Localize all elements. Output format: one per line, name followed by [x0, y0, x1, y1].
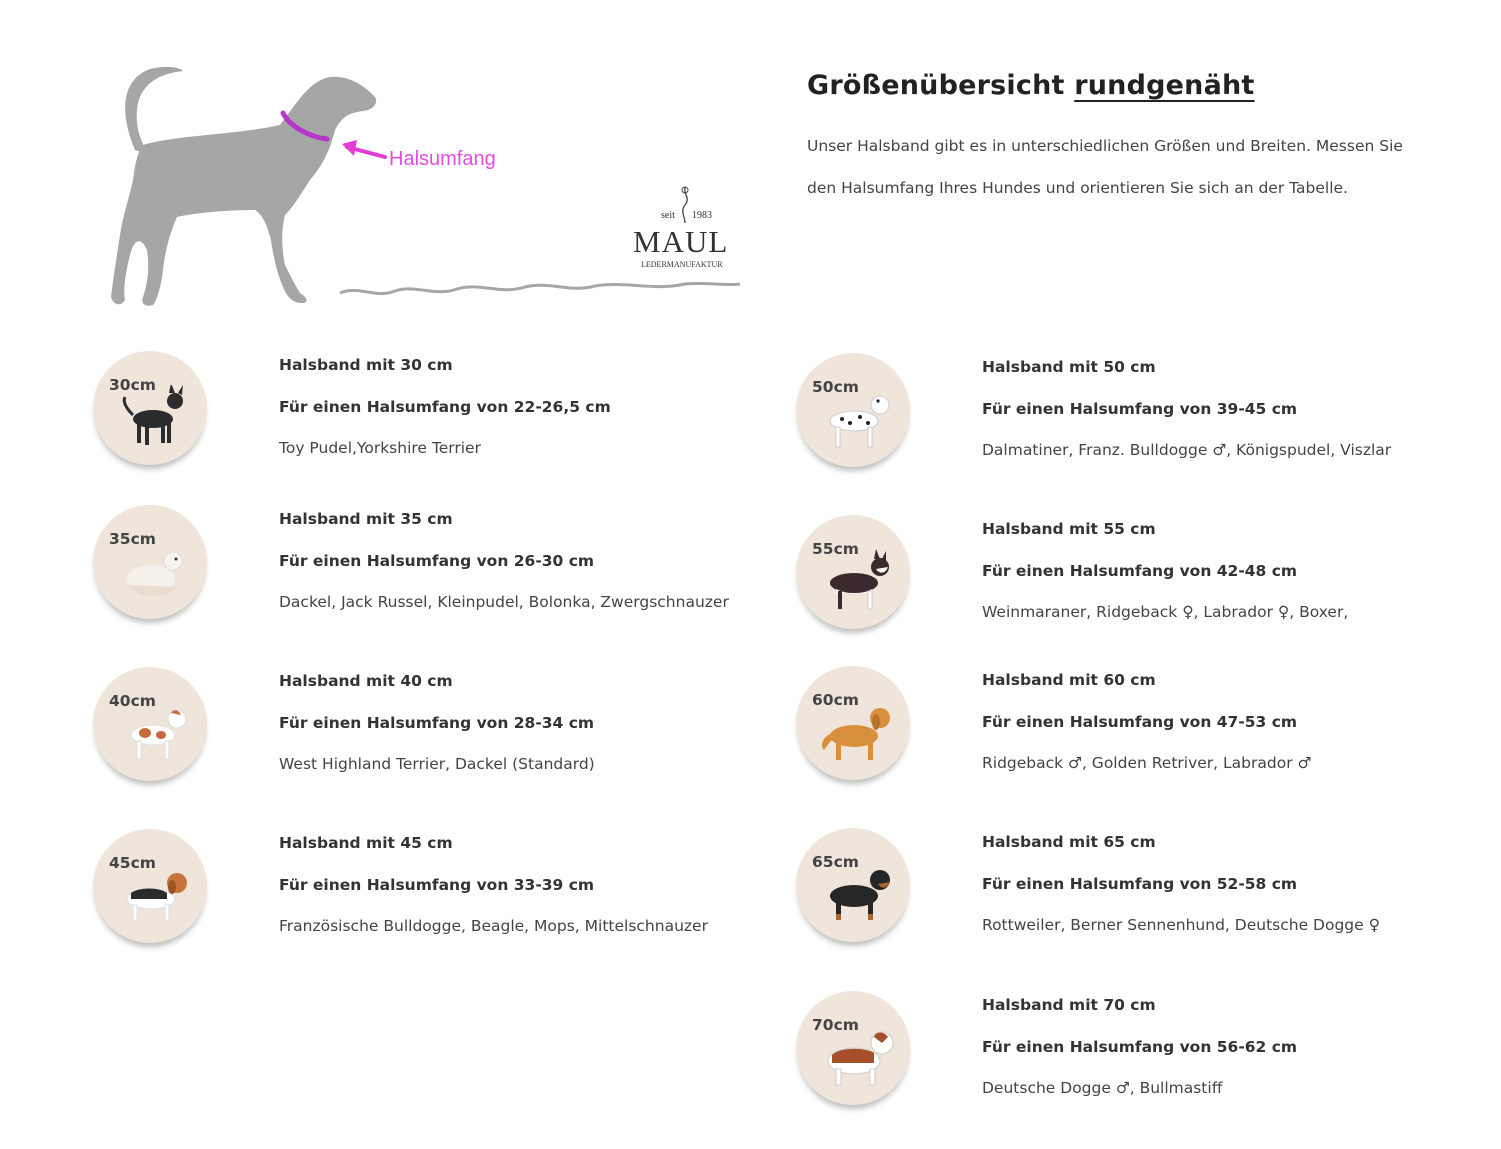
hero-illustration — [95, 55, 755, 320]
size-item-30 — [93, 351, 813, 481]
intro-section — [807, 70, 1427, 209]
size-item-50 — [796, 353, 1501, 483]
golden-retriever-icon — [818, 700, 898, 770]
size-title: Halsband mit 50 cm — [982, 358, 1156, 376]
size-badge: 45cm — [93, 829, 207, 943]
size-breeds: Deutsche Dogge ♂, Bullmastiff — [982, 1079, 1223, 1097]
size-breeds: Dalmatiner, Franz. Bulldogge ♂, Königspudel, Viszlar — [982, 441, 1392, 459]
size-range: Für einen Halsumfang von 56-62 cm — [982, 1037, 1298, 1056]
size-badge: 65cm — [796, 828, 910, 942]
size-badge: 50cm — [796, 353, 910, 467]
title-link[interactable]: rundgenäht — [1074, 70, 1255, 101]
size-badge: 35cm — [93, 505, 207, 619]
page-title: Größenübersicht rundgenäht — [807, 70, 1255, 101]
size-breeds: West Highland Terrier, Dackel (Standard) — [279, 755, 595, 773]
size-breeds: Französische Bulldogge, Beagle, Mops, Mittelschnauzer — [279, 917, 708, 935]
size-title: Halsband mit 30 cm — [279, 356, 453, 374]
size-range: Für einen Halsumfang von 47-53 cm — [982, 712, 1298, 731]
svg-text:LEDERMANUFAKTUR: LEDERMANUFAKTUR — [641, 260, 723, 269]
saint-bernard-icon — [818, 1025, 898, 1095]
size-item-35 — [93, 505, 813, 635]
size-range: Für einen Halsumfang von 33-39 cm — [279, 875, 595, 894]
size-badge: 70cm — [796, 991, 910, 1105]
size-range: Für einen Halsumfang von 28-34 cm — [279, 713, 595, 732]
size-title: Halsband mit 60 cm — [982, 671, 1156, 689]
size-range: Für einen Halsumfang von 42-48 cm — [982, 561, 1298, 580]
size-item-45 — [93, 829, 813, 959]
size-item-40 — [93, 667, 813, 797]
size-item-70 — [796, 991, 1501, 1121]
maul-logo — [633, 187, 728, 269]
size-badge: 55cm — [796, 515, 910, 629]
svg-text:MAUL: MAUL — [633, 224, 729, 259]
husky-icon — [818, 549, 898, 619]
chihuahua-icon — [115, 385, 195, 455]
size-badge: 40cm — [93, 667, 207, 781]
size-item-65 — [796, 828, 1501, 958]
size-breeds: Weinmaraner, Ridgeback ♀, Labrador ♀, Boxer, — [982, 603, 1349, 621]
size-item-55 — [796, 515, 1501, 645]
svg-text:1983: 1983 — [692, 210, 712, 221]
svg-text:seit: seit — [661, 210, 675, 221]
size-title: Halsband mit 35 cm — [279, 510, 453, 528]
size-badge: 30cm — [93, 351, 207, 465]
size-badge: 60cm — [796, 666, 910, 780]
rottweiler-icon — [818, 862, 898, 932]
dog-silhouette-icon — [111, 67, 376, 306]
size-range: Für einen Halsumfang von 26-30 cm — [279, 551, 595, 570]
size-item-60 — [796, 666, 1501, 796]
size-breeds: Toy Pudel,Yorkshire Terrier — [279, 439, 481, 457]
arrow-icon — [342, 140, 385, 157]
maltese-icon — [115, 539, 195, 609]
neck-label: Halsumfang — [389, 148, 496, 170]
size-range: Für einen Halsumfang von 22-26,5 cm — [279, 397, 611, 416]
size-title: Halsband mit 40 cm — [279, 672, 453, 690]
size-range: Für einen Halsumfang von 52-58 cm — [982, 874, 1298, 893]
size-title: Halsband mit 65 cm — [982, 833, 1156, 851]
size-title: Halsband mit 55 cm — [982, 520, 1156, 538]
jack-russell-icon — [115, 701, 195, 771]
intro-description: Unser Halsband gibt es in unterschiedlichen Größen und Breiten. Messen Sie den Halsumfang Ihres Hundes und orientieren Sie sich an der Tabelle. — [807, 137, 1403, 197]
size-range: Für einen Halsumfang von 39-45 cm — [982, 399, 1298, 418]
size-breeds: Dackel, Jack Russel, Kleinpudel, Bolonka, Zwergschnauzer — [279, 593, 729, 611]
size-breeds: Rottweiler, Berner Sennenhund, Deutsche Dogge ♀ — [982, 916, 1380, 934]
size-title: Halsband mit 45 cm — [279, 834, 453, 852]
dalmatian-icon — [818, 387, 898, 457]
size-breeds: Ridgeback ♂, Golden Retriver, Labrador ♂ — [982, 754, 1312, 772]
size-title: Halsband mit 70 cm — [982, 996, 1156, 1014]
beagle-icon — [115, 863, 195, 933]
